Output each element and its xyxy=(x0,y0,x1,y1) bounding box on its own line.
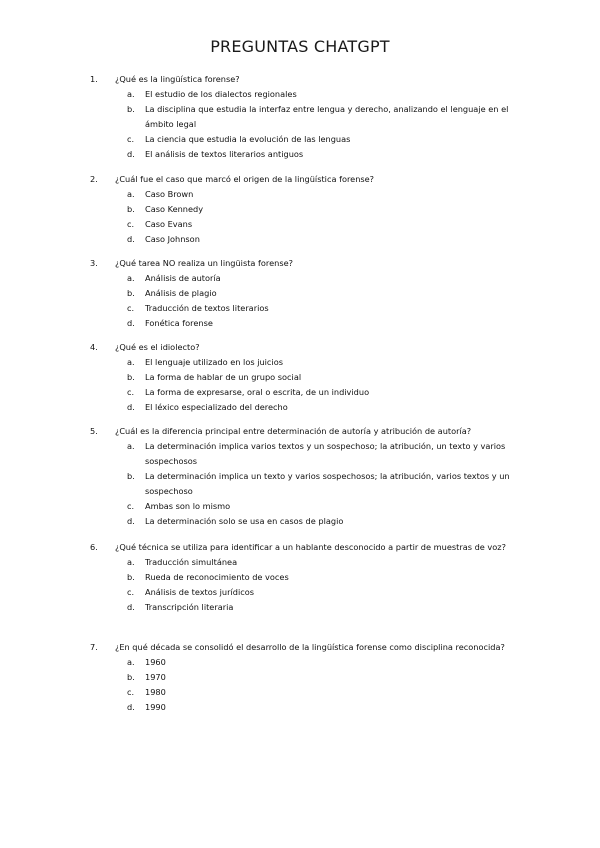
question-5 xyxy=(90,424,527,529)
question-number: 5. xyxy=(90,426,98,436)
option-text: Traducción de textos literarios xyxy=(145,303,269,313)
question-text: ¿Qué es la lingüística forense? xyxy=(115,74,240,84)
option-item xyxy=(90,355,527,370)
option-item xyxy=(90,301,527,316)
option-item xyxy=(90,147,527,162)
option-letter: a. xyxy=(127,441,135,451)
option-letter: b. xyxy=(127,372,135,382)
question-number: 7. xyxy=(90,642,98,652)
option-text: El lenguaje utilizado en los juicios xyxy=(145,357,283,367)
option-letter: d. xyxy=(127,702,135,712)
option-letter: b. xyxy=(127,288,135,298)
option-item xyxy=(90,385,527,400)
question-3 xyxy=(90,256,527,331)
option-text: Caso Evans xyxy=(145,219,193,229)
option-text: La determinación implica un texto y varios sospechosos; la atribución, varios textos y un sospechoso xyxy=(145,471,510,496)
option-text: 1980 xyxy=(145,687,166,697)
option-text: Ambas son lo mismo xyxy=(145,501,231,511)
question-text: ¿Cuál fue el caso que marcó el origen de la lingüística forense? xyxy=(115,174,375,184)
question-row xyxy=(90,256,527,271)
option-letter: c. xyxy=(127,134,135,144)
question-number: 1. xyxy=(90,74,98,84)
option-list xyxy=(90,655,527,715)
option-letter: a. xyxy=(127,89,135,99)
option-letter: b. xyxy=(127,471,135,481)
option-item xyxy=(90,370,527,385)
question-row xyxy=(90,340,527,355)
option-item xyxy=(90,132,527,147)
option-text: La determinación implica varios textos y un sospechoso; la atribución, un texto y varios sospechosos xyxy=(145,441,506,466)
option-text: La determinación solo se usa en casos de plagio xyxy=(145,516,344,526)
option-letter: b. xyxy=(127,204,135,214)
option-text: El análisis de textos literarios antiguos xyxy=(145,149,304,159)
option-item xyxy=(90,202,527,217)
question-text: ¿Qué tarea NO realiza un lingüista forense? xyxy=(115,258,293,268)
option-letter: a. xyxy=(127,189,135,199)
option-text: Análisis de autoría xyxy=(145,273,221,283)
option-text: 1990 xyxy=(145,702,166,712)
question-1 xyxy=(90,72,527,162)
option-item xyxy=(90,670,527,685)
option-text: Caso Johnson xyxy=(145,234,200,244)
option-item xyxy=(90,400,527,415)
option-text: La ciencia que estudia la evolución de las lenguas xyxy=(145,134,351,144)
option-item xyxy=(90,469,527,499)
option-item xyxy=(90,232,527,247)
option-text: Rueda de reconocimiento de voces xyxy=(145,572,289,582)
option-text: Caso Kennedy xyxy=(145,204,204,214)
option-item xyxy=(90,187,527,202)
option-letter: a. xyxy=(127,557,135,567)
option-item xyxy=(90,570,527,585)
question-row xyxy=(90,424,527,439)
option-letter: d. xyxy=(127,234,135,244)
question-text: ¿Cuál es la diferencia principal entre determinación de autoría y atribución de autoría? xyxy=(115,426,472,436)
option-list xyxy=(90,187,527,247)
question-number: 2. xyxy=(90,174,98,184)
option-item xyxy=(90,655,527,670)
option-item xyxy=(90,271,527,286)
question-number: 3. xyxy=(90,258,98,268)
option-text: Transcripción literaria xyxy=(145,602,234,612)
option-list xyxy=(90,271,527,331)
option-letter: d. xyxy=(127,602,135,612)
option-item xyxy=(90,499,527,514)
question-text: ¿Qué técnica se utiliza para identificar a un hablante desconocido a partir de muestras de voz? xyxy=(115,542,506,552)
option-list xyxy=(90,439,527,529)
option-text: La disciplina que estudia la interfaz entre lengua y derecho, analizando el lenguaje en el ámbito legal xyxy=(145,104,509,129)
option-letter: c. xyxy=(127,219,135,229)
option-list xyxy=(90,87,527,162)
option-text: El léxico especializado del derecho xyxy=(145,402,288,412)
option-text: La forma de hablar de un grupo social xyxy=(145,372,302,382)
question-row xyxy=(90,640,527,655)
option-text: Análisis de textos jurídicos xyxy=(145,587,254,597)
option-letter: d. xyxy=(127,149,135,159)
option-letter: c. xyxy=(127,501,135,511)
option-item xyxy=(90,439,527,469)
option-letter: c. xyxy=(127,303,135,313)
option-letter: a. xyxy=(127,357,135,367)
option-item xyxy=(90,555,527,570)
option-list xyxy=(90,355,527,415)
option-text: Fonética forense xyxy=(145,318,213,328)
option-text: Caso Brown xyxy=(145,189,194,199)
option-text: 1970 xyxy=(145,672,166,682)
option-letter: b. xyxy=(127,572,135,582)
option-item xyxy=(90,316,527,331)
option-item xyxy=(90,700,527,715)
option-list xyxy=(90,555,527,615)
option-letter: b. xyxy=(127,104,135,114)
option-letter: a. xyxy=(127,273,135,283)
question-row xyxy=(90,72,527,87)
question-2 xyxy=(90,172,527,247)
option-item xyxy=(90,217,527,232)
page-title: PREGUNTAS CHATGPT xyxy=(210,37,390,56)
question-4 xyxy=(90,340,527,415)
question-row xyxy=(90,540,527,555)
option-letter: d. xyxy=(127,402,135,412)
option-text: El estudio de los dialectos regionales xyxy=(145,89,297,99)
option-item xyxy=(90,585,527,600)
option-letter: b. xyxy=(127,672,135,682)
option-item xyxy=(90,87,527,102)
option-item xyxy=(90,102,527,132)
option-item xyxy=(90,286,527,301)
option-letter: c. xyxy=(127,587,135,597)
option-letter: d. xyxy=(127,318,135,328)
option-item xyxy=(90,600,527,615)
question-number: 6. xyxy=(90,542,98,552)
option-letter: c. xyxy=(127,687,135,697)
question-7 xyxy=(90,640,527,715)
option-letter: c. xyxy=(127,387,135,397)
option-letter: d. xyxy=(127,516,135,526)
option-text: La forma de expresarse, oral o escrita, de un individuo xyxy=(145,387,370,397)
option-letter: a. xyxy=(127,657,135,667)
option-text: 1960 xyxy=(145,657,166,667)
option-item xyxy=(90,514,527,529)
option-text: Análisis de plagio xyxy=(145,288,217,298)
question-6 xyxy=(90,540,527,615)
question-number: 4. xyxy=(90,342,98,352)
option-text: Traducción simultánea xyxy=(145,557,238,567)
question-row xyxy=(90,172,527,187)
question-text: ¿Qué es el idiolecto? xyxy=(115,342,200,352)
option-item xyxy=(90,685,527,700)
question-text: ¿En qué década se consolidó el desarrollo de la lingüística forense como disciplina reconocida? xyxy=(115,642,505,652)
